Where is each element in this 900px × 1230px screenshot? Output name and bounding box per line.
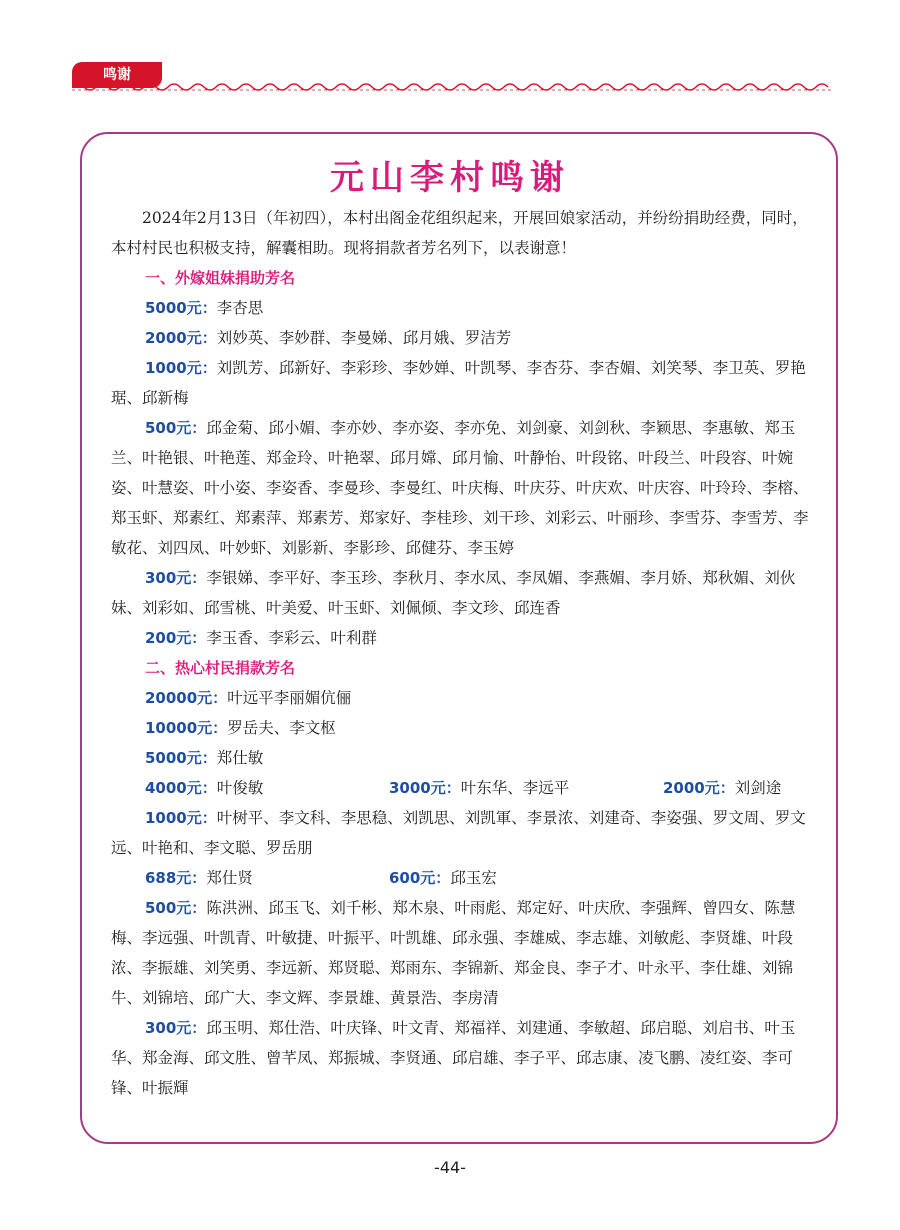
donor-names: 李银娣、李平好、李玉珍、李秋月、李水凤、李凤媚、李燕媚、李月娇、郑秋媚、刘伙妹、刘彩如、邱雪桃、叶美爱、叶玉虾、刘佩倾、李文珍、邱连香	[111, 569, 796, 617]
donation-entry	[111, 713, 811, 743]
donation-entry	[111, 893, 811, 1013]
section1-heading: 一、外嫁姐妹捐助芳名	[145, 269, 296, 287]
donation-entry	[111, 803, 811, 863]
donation-amount: 1000元：	[145, 809, 217, 827]
intro-paragraph: 2024年2月13日（年初四），本村出阁金花组织起来，开展回娘家活动，并纷纷捐助经费，同时，本村村民也积极支持，解囊相助。现将捐款者芳名列下，以表谢意！	[111, 209, 808, 257]
donation-amount: 10000元：	[145, 719, 228, 737]
donor-names: 罗岳夫、李文枢	[227, 719, 336, 737]
donation-row-multi	[111, 863, 811, 893]
donation-amount: 300元：	[145, 569, 207, 587]
donor-names: 李玉香、李彩云、叶利群	[206, 629, 377, 647]
section2-heading: 二、热心村民捐款芳名	[145, 659, 296, 677]
donation-entry	[111, 683, 811, 713]
donor-names: 邱玉明、郑仕浩、叶庆锋、叶文青、郑福祥、刘建通、李敏超、邱启聪、刘启书、叶玉华、郑金海、邱文胜、曾芊凤、郑振城、李贤通、邱启雄、李子平、邱志康、凌飞鹏、凌红姿、李可锋、叶振輝	[111, 1019, 796, 1097]
donation-amount: 500元：	[145, 899, 207, 917]
donor-names: 叶远平李丽媚伉俪	[227, 689, 352, 707]
donation-entry	[111, 623, 811, 653]
section-tag: 鸣谢	[72, 62, 162, 88]
donation-entry	[111, 743, 811, 773]
donor-names: 叶树平、李文科、李思稳、刘凯思、刘凯軍、李景浓、刘建奇、李姿强、罗文周、罗文远、叶艳和、李文聪、罗岳朋	[111, 809, 806, 857]
article-body	[111, 203, 811, 1103]
donor-names: 陈洪洲、邱玉飞、刘千彬、郑木泉、叶雨彪、郑定好、叶庆欣、李强辉、曾四女、陈慧梅、李远强、叶凯青、叶敏捷、叶振平、叶凯雄、邱永强、李雄威、李志雄、刘敏彪、李贤雄、叶段浓、李振雄、刘笑勇、李远新、郑贤聪、郑雨东、李锦新、郑金良、李子才、叶永平、李仕雄、刘锦牛、刘锦培、邱广大、李文辉、李景雄、黄景浩、李房清	[111, 899, 796, 1007]
donor-names: 邱金菊、邱小媚、李亦妙、李亦姿、李亦免、刘剑豪、刘剑秋、李颖思、李惠敏、郑玉兰、叶艳银、叶艳莲、郑金玲、叶艳翠、邱月嫦、邱月愉、叶静怡、叶段铭、叶段兰、叶段容、叶婉姿、叶慧姿、叶小姿、李姿香、李曼珍、李曼红、叶庆梅、叶庆芬、叶庆欢、叶庆容、叶玲玲、李榕、郑玉虾、郑素红、郑素萍、郑素芳、郑家好、李桂珍、刘干珍、刘彩云、叶丽珍、李雪芬、李雪芳、李敏花、刘四凤、叶妙虾、刘影新、李影珍、邱健芬、李玉婷	[111, 419, 809, 557]
donor-names: 邱玉宏	[450, 869, 497, 887]
donation-amount: 300元：	[145, 1019, 207, 1037]
donation-amount: 1000元：	[145, 359, 217, 377]
donor-names: 叶俊敏	[216, 779, 264, 797]
donation-amount: 20000元：	[145, 689, 228, 707]
donation-entry	[111, 293, 811, 323]
donation-amount: 2000元：	[663, 779, 735, 797]
header-decorative-rule	[72, 80, 834, 94]
donor-names: 刘剑途	[734, 779, 782, 797]
donation-row-multi	[111, 773, 811, 803]
donation-entry	[111, 563, 811, 623]
donor-names: 叶东华、李远平	[460, 779, 570, 797]
donation-amount: 500元：	[145, 419, 207, 437]
donation-amount: 2000元：	[145, 329, 217, 347]
donor-names: 郑仕敏	[216, 749, 264, 767]
donation-amount: 200元：	[145, 629, 207, 647]
donation-amount: 688元：	[145, 869, 207, 887]
donation-amount: 600元：	[389, 869, 451, 887]
page-title: 元山李村鸣谢	[330, 158, 570, 198]
donation-entry	[111, 353, 811, 413]
donor-names: 李杏思	[216, 299, 264, 317]
donor-names: 刘妙英、李妙群、李曼娣、邱月娥、罗洁芳	[216, 329, 512, 347]
page-number: -44-	[434, 1158, 466, 1177]
donation-entry	[111, 1013, 811, 1103]
donation-amount: 4000元：	[145, 779, 217, 797]
donor-names: 郑仕贤	[206, 869, 253, 887]
donation-entry	[111, 413, 811, 563]
donation-entry	[111, 323, 811, 353]
donation-amount: 5000元：	[145, 299, 217, 317]
donation-amount: 5000元：	[145, 749, 217, 767]
donor-names: 刘凯芳、邱新好、李彩珍、李妙婵、叶凯琴、李杏芬、李杏媚、刘笑琴、李卫英、罗艳琚、邱新梅	[111, 359, 806, 407]
donation-amount: 3000元：	[389, 779, 461, 797]
